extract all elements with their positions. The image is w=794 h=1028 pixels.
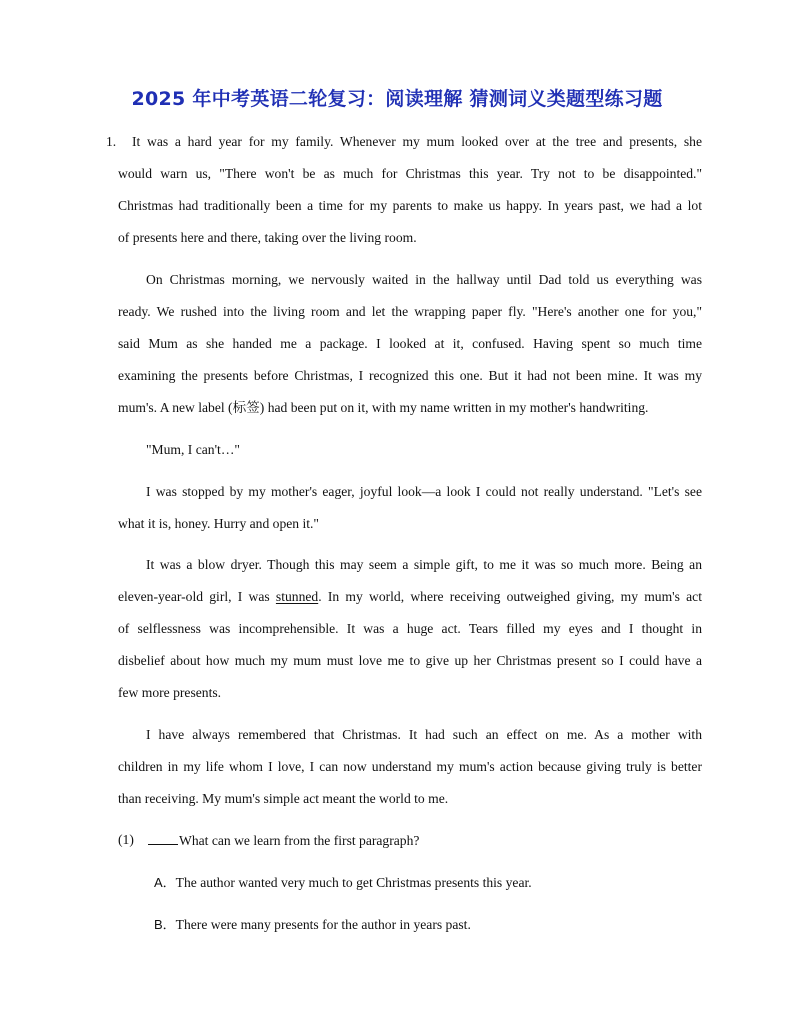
document-title: 2025 年中考英语二轮复习：阅读理解 猜测词义类题型练习题 xyxy=(131,88,663,110)
question-number: 1. xyxy=(106,134,117,149)
passage-line: "Mum, I can't…" xyxy=(146,442,240,457)
passage-line: On Christmas morning, we nervously waited in the hallway until Dad told us everything was xyxy=(146,272,702,287)
passage-line xyxy=(118,588,702,606)
underlined-word: stunned xyxy=(275,589,319,604)
passage-line: I was stopped by my mother's eager, joyful look—a look I could not really understand. "Let's see xyxy=(146,484,702,499)
passage-line: I have always remembered that Christmas. It had such an effect on me. As a mother with xyxy=(146,727,702,742)
passage-line: Christmas had traditionally been a time for my parents to make us happy. In years past, we had a lot xyxy=(118,198,702,213)
passage-line: It was a blow dryer. Though this may seem a simple gift, to me it was so much more. Being an xyxy=(146,557,702,572)
option-b[interactable] xyxy=(154,916,674,934)
passage-line: It was a hard year for my family. Whenever my mum looked over at the tree and presents, she xyxy=(132,134,702,149)
option-a[interactable] xyxy=(154,874,674,892)
passage-line: ready. We rushed into the living room and let the wrapping paper fly. "Here's another one for you," xyxy=(118,304,702,319)
answer-blank[interactable] xyxy=(148,831,178,845)
passage-line: disbelief about how much my mum must love me to give up her Christmas present so I could have a xyxy=(118,653,702,668)
passage-line: would warn us, "There won't be as much for Christmas this year. Try not to be disappointed." xyxy=(118,166,702,181)
option-text: There were many presents for the author in years past. xyxy=(175,917,471,932)
passage-line: children in my life whom I love, I can now understand my mum's action because giving truly is better xyxy=(118,759,702,774)
passage-line: than receiving. My mum's simple act meant the world to me. xyxy=(118,791,449,806)
passage-line: of selflessness was incomprehensible. It was a huge act. Tears filled my eyes and I thought in xyxy=(118,621,702,636)
passage-text: eleven-year-old girl, I was xyxy=(118,589,276,604)
option-letter: B． xyxy=(154,917,176,932)
passage-line: mum's. A new label (标签) had been put on it, with my name written in my mother's handwriting. xyxy=(118,400,649,415)
sub-question-text: What can we learn from the first paragraph? xyxy=(179,833,420,848)
sub-question-number: (1) xyxy=(118,832,134,847)
passage-line: few more presents. xyxy=(118,685,222,700)
option-letter: A． xyxy=(154,875,176,890)
passage-line: of presents here and there, taking over the living room. xyxy=(118,230,417,245)
sub-question xyxy=(148,831,668,849)
passage-line: said Mum as she handed me a package. I looked at it, confused. Having spent so much time xyxy=(118,336,702,351)
option-text: The author wanted very much to get Christmas presents this year. xyxy=(175,875,532,890)
passage-text: . In my world, where receiving outweighed giving, my mum's act xyxy=(318,589,702,604)
passage-line: examining the presents before Christmas, I recognized this one. But it had not been mine. It was my xyxy=(118,368,702,383)
passage-line: what it is, honey. Hurry and open it." xyxy=(118,516,319,531)
